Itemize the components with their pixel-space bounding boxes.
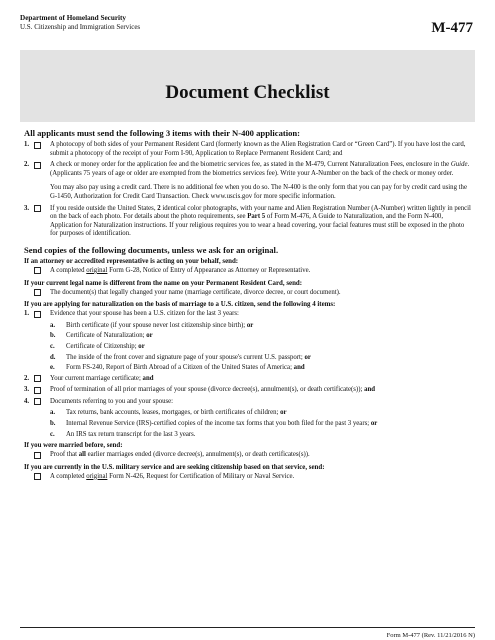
credit-card-note: You may also pay using a credit card. There is no additional fee when you do so. The N-400 is the only form that you can pay for by credit card using the G-1450, Authorization for Credit Card Transaction. Check www.uscis.gov for more specific information. [50, 184, 467, 200]
checklist-item-earlier-marriages [24, 451, 473, 460]
title-banner [20, 50, 475, 122]
conjunction: and [293, 364, 305, 372]
sub-item-d [24, 354, 473, 363]
marriage-heading: If you are applying for naturalization on the basis of marriage to a U.S. citizen, send the following 4 items: [24, 301, 336, 309]
checkbox-item-1[interactable] [34, 142, 41, 149]
military-heading: If you are currently in the U.S. military service and are seeking citizenship based on that service, send: [24, 463, 325, 471]
checklist-item-joint-documents [24, 398, 473, 407]
photo-count: 2 [157, 204, 161, 212]
conjunction: or [304, 353, 311, 361]
item-text: A completed [50, 472, 87, 480]
sub-text: Certificate of Citizenship; [66, 342, 139, 350]
sub-letter: b. [50, 420, 56, 428]
item-text: A completed [50, 266, 87, 274]
attorney-heading: If an attorney or accredited representative is acting on your behalf, send: [24, 257, 239, 265]
item-text: earlier marriages ended (divorce decree(s), annulment(s), or death certificates(s)). [85, 451, 310, 459]
checklist-item-military [24, 473, 473, 482]
checklist-item-marriage-cert [24, 375, 473, 384]
emphasis-all: all [78, 451, 86, 459]
prior-marriage-heading: If you were married before, send: [24, 442, 123, 450]
page-footer [20, 627, 475, 639]
checkbox-joint-documents[interactable] [34, 398, 41, 405]
subagency-name: U.S. Citizenship and Immigration Services [20, 23, 141, 31]
conjunction: or [138, 342, 145, 350]
item-number: 1. [24, 310, 30, 318]
section1-heading: All applicants must send the following 3 items with their N-400 application: [24, 128, 301, 138]
sub-text: Form FS-240, Report of Birth Abroad of a Citizen of the United States of America; [66, 364, 294, 372]
sub-item-e [24, 364, 473, 373]
original-text: original [86, 472, 108, 480]
checkbox-military[interactable] [34, 473, 41, 480]
sub-text: Tax returns, bank accounts, leases, mortgages, or birth certificates of children; [66, 409, 281, 417]
checklist-item-prior-marriages [24, 386, 473, 395]
sub-letter: b. [50, 332, 56, 340]
item-text: .(Applicants 75 years of age or older are exempted from the biometrics services fee). Write your A-Number on the back of the check or money order. [50, 161, 470, 177]
conjunction: or [370, 420, 378, 428]
item-text: Proof that [50, 451, 79, 459]
item-text: Form N-426, Request for Certification of Military or Naval Service. [107, 472, 295, 480]
item-number: 3. [24, 386, 30, 394]
checklist-item-1 [24, 141, 473, 158]
item-text: Proof of termination of all prior marriages of your spouse (divorce decree(s), annulment(s), or death certificate(s)); [50, 386, 365, 394]
conjunction: and [364, 386, 376, 394]
conjunction: or [280, 409, 287, 417]
item-number: 2. [24, 374, 30, 382]
form-header [20, 14, 475, 44]
sub-text: Certificate of Naturalization; [66, 332, 147, 340]
sub-item-4b [24, 420, 473, 429]
sub-letter: a. [50, 321, 56, 329]
checkbox-earlier-marriages[interactable] [34, 452, 41, 459]
checkbox-name-change[interactable] [34, 289, 41, 296]
checkbox-prior-marriages[interactable] [34, 387, 41, 394]
checklist-item-3 [24, 205, 473, 239]
item-number: 1. [24, 141, 30, 148]
checkbox-spouse-evidence[interactable] [34, 311, 41, 318]
conjunction: or [146, 332, 153, 340]
form-revision: Form M-477 (Rev. 11/21/2016 N) [386, 632, 475, 639]
checklist-item-name-change [24, 289, 473, 298]
sub-item-4c [24, 431, 473, 440]
part-reference: Part 5 [247, 213, 266, 221]
checklist-content [24, 128, 473, 484]
checkbox-g28[interactable] [34, 267, 41, 274]
item-text: A photocopy of both sides of your Permanent Resident Card (formerly known as the Alien Registration Card or “Green Card”). If you have lost the card, submit a photocopy of the receipt of your Form I-90, Application to Replace Permanent Resident Card; and [50, 141, 466, 157]
page-title: Document Checklist [165, 82, 330, 103]
item-text: If you reside outside the United States, [50, 204, 158, 212]
sub-text: Internal Revenue Service (IRS)-certified copies of the income tax forms that you both filed for the past 3 years; [66, 420, 371, 428]
sub-letter: d. [50, 353, 56, 361]
sub-item-a [24, 322, 473, 331]
checkbox-item-3[interactable] [34, 205, 41, 212]
sub-letter: a. [50, 409, 56, 417]
name-change-heading: If your current legal name is different from the name on your Permanent Resident Card, send: [24, 279, 303, 287]
guide-reference: Guide [450, 161, 468, 169]
sub-text: The inside of the front cover and signature page of your spouse's current U.S. passport; [66, 353, 305, 361]
item-text: Documents referring to you and your spouse: [50, 397, 174, 405]
form-number: M-477 [431, 20, 473, 36]
item-text: The document(s) that legally changed your name (marriage certificate, divorce decree, or court document). [50, 288, 341, 296]
checkbox-item-2[interactable] [34, 162, 41, 169]
item-text: Form G-28, Notice of Entry of Appearance as Attorney or Representative. [107, 266, 311, 274]
checklist-item-g28 [24, 267, 473, 276]
sub-letter: c. [50, 342, 55, 350]
sub-letter: c. [50, 430, 55, 438]
checklist-item-2 [24, 161, 473, 178]
item-number: 2. [24, 161, 30, 169]
sub-letter: e. [50, 364, 55, 372]
sub-item-4a [24, 409, 473, 418]
sub-item-b [24, 332, 473, 341]
sub-text: Birth certificate (if your spouse never lost citizenship since birth); [66, 321, 247, 329]
checkbox-marriage-cert[interactable] [34, 375, 41, 382]
item-text: Your current marriage certificate; [50, 374, 143, 382]
item-number: 3. [24, 204, 30, 212]
item-text: of Form M-476, A Guide to Naturalization, and the Form N-400, Application for Naturalization instructions. If your religious requires you to wear a head covering, your facial features must still be exposed in the photo for purposes of identification. [50, 213, 465, 238]
item-text: Evidence that your spouse has been a U.S. citizen for the last 3 years: [50, 310, 239, 318]
item-text: identical color photographs, with your name and Alien Registration Number (A-Number) written lightly in pencil on the back of each photo. For details about the photo requirements, see [50, 204, 471, 221]
conjunction: and [142, 374, 154, 382]
item-text: A check or money order for the application fee and the biometric services fee, as stated in the M-479, Current Naturalization Fees, enclosure in the [50, 161, 451, 169]
original-text: original [86, 266, 108, 274]
checklist-item-spouse-evidence [24, 310, 473, 319]
conjunction: or [246, 321, 254, 329]
sub-text: An IRS tax return transcript for the last 3 years. [66, 430, 196, 438]
section2-heading: Send copies of the following documents, unless we ask for an original. [24, 244, 279, 255]
sub-item-c [24, 343, 473, 352]
item-number: 4. [24, 397, 30, 405]
agency-name: Department of Homeland Security [20, 14, 126, 22]
